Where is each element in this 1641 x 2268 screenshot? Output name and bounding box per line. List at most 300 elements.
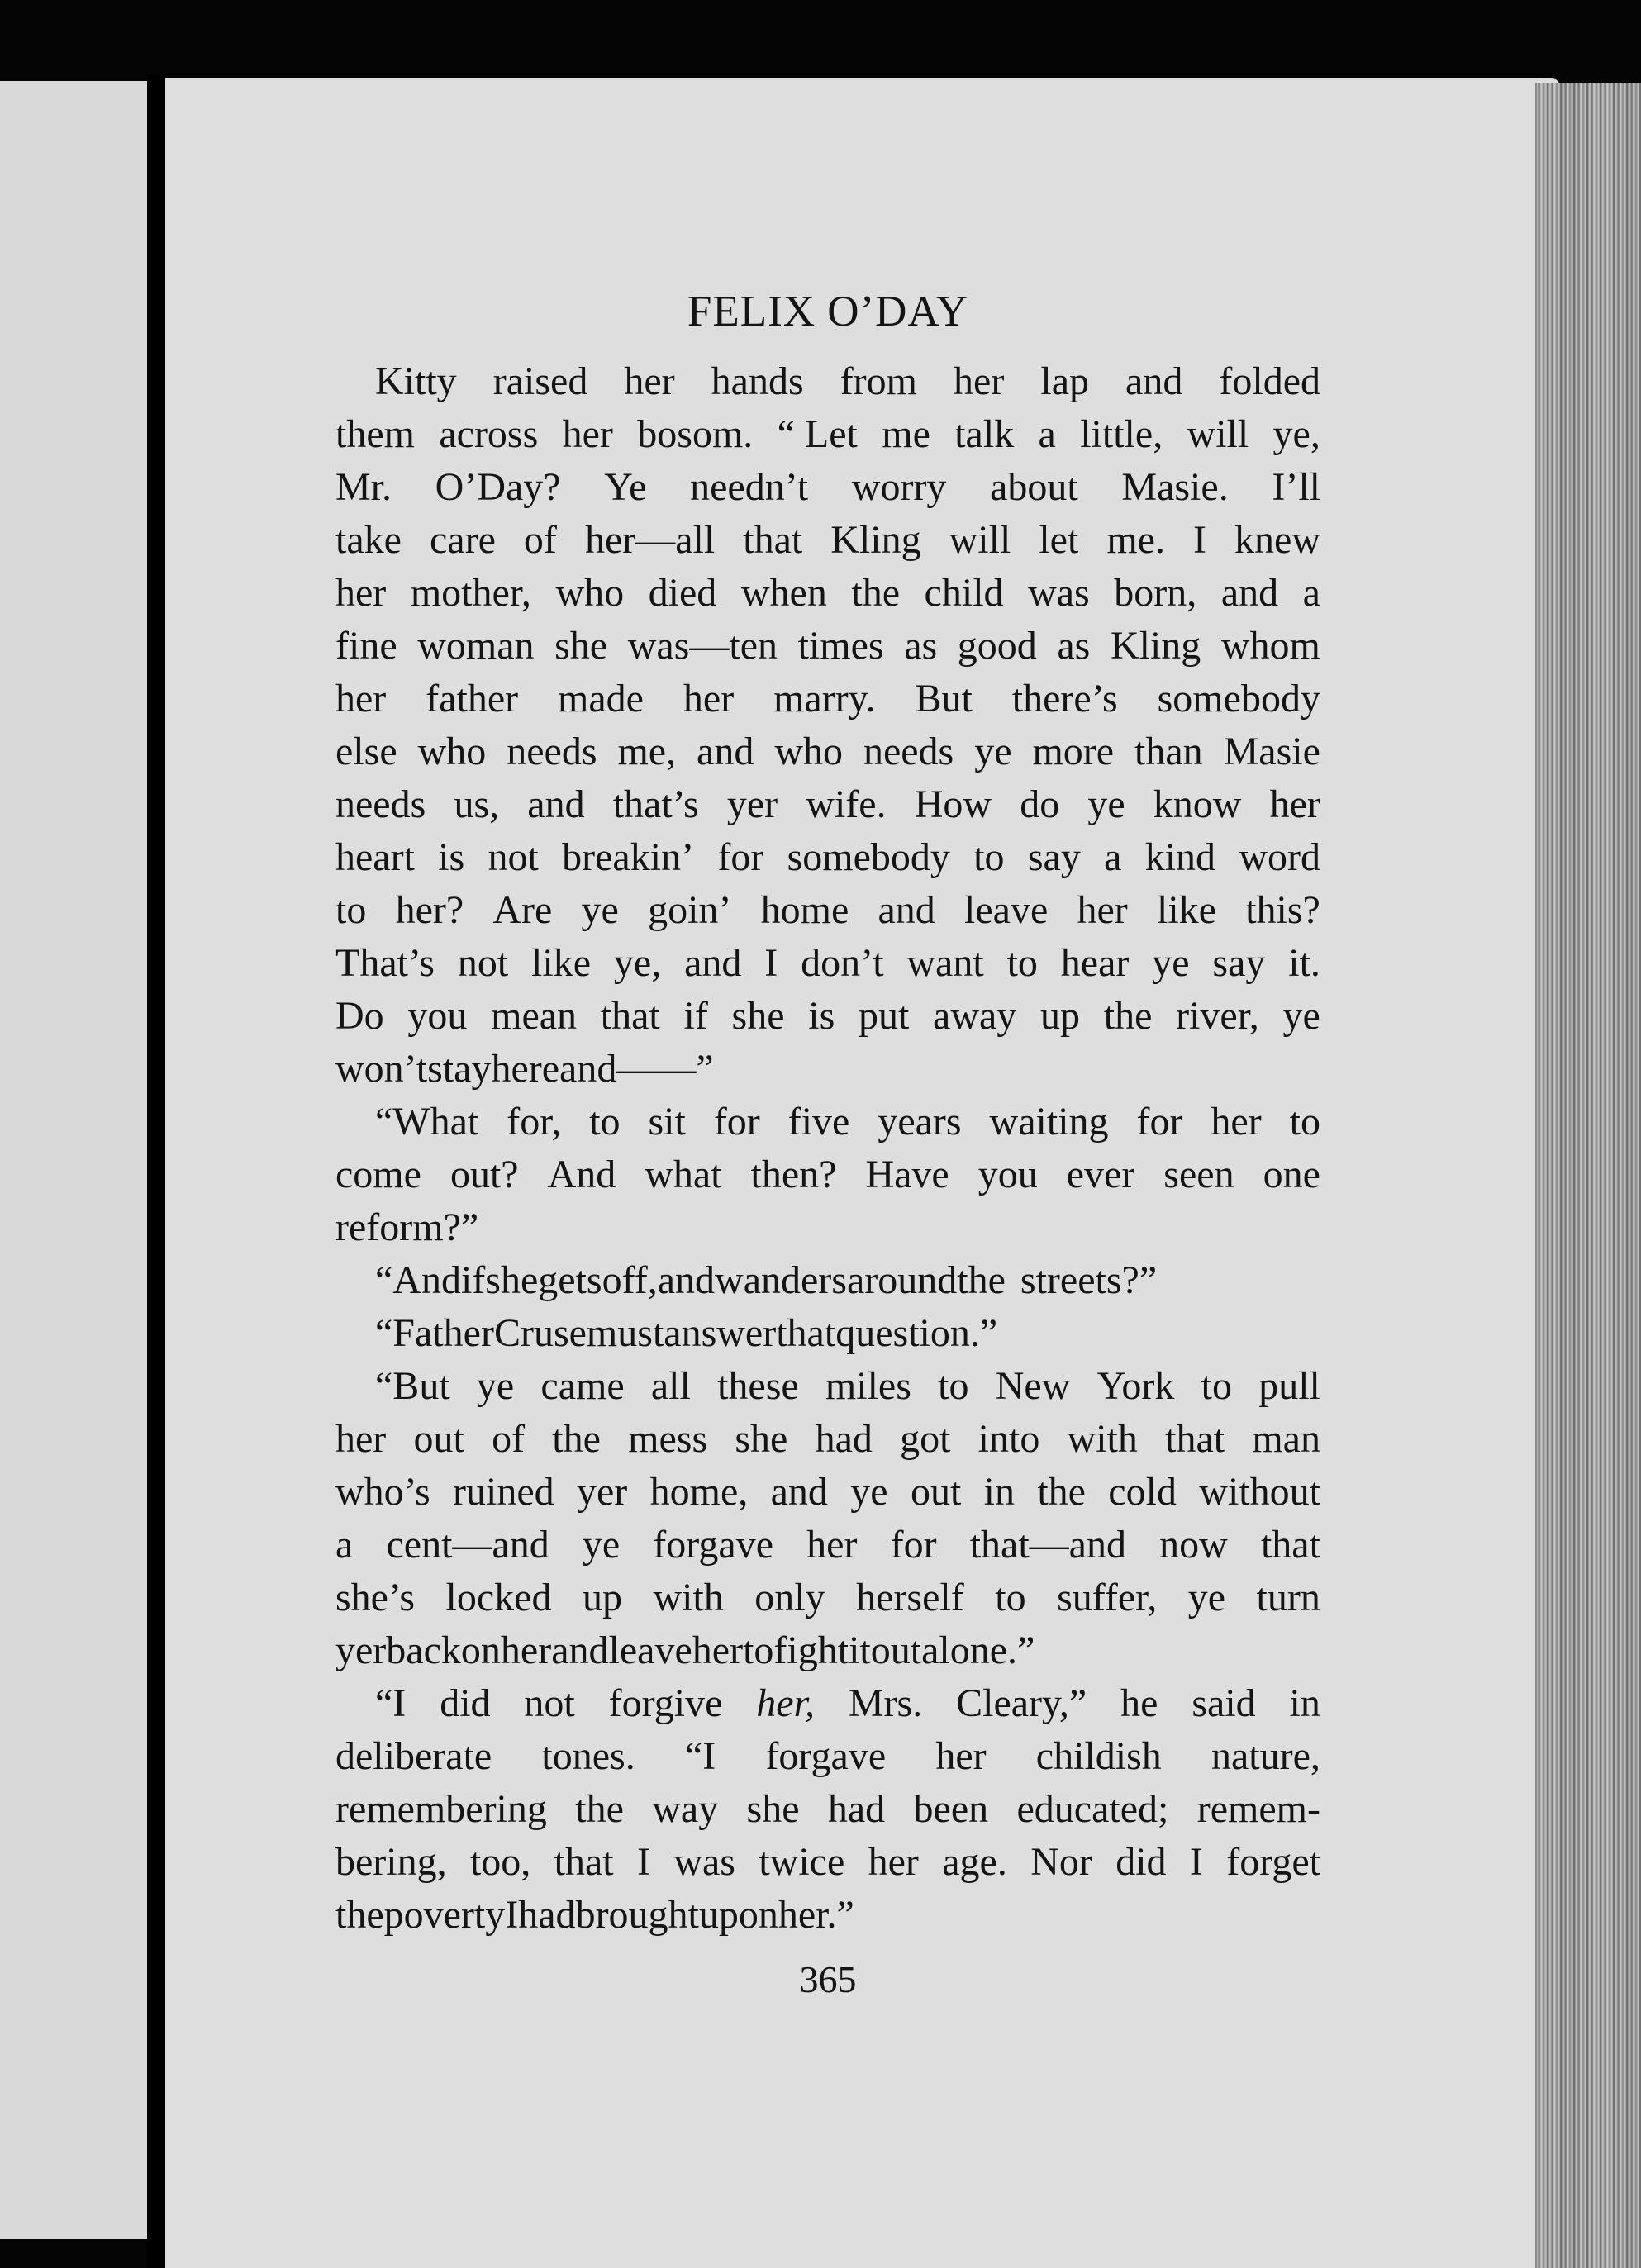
word: she bbox=[485, 1258, 539, 1302]
text-line bbox=[335, 567, 1320, 620]
word: waiting bbox=[989, 1100, 1109, 1144]
word: ye bbox=[1087, 782, 1125, 826]
word: now bbox=[1159, 1523, 1228, 1567]
word: Kitty bbox=[375, 359, 457, 403]
word: “But bbox=[375, 1364, 450, 1408]
word: is bbox=[808, 994, 835, 1038]
facing-page-edge bbox=[0, 81, 147, 2239]
word: forgave bbox=[765, 1734, 887, 1778]
word: ye bbox=[581, 888, 619, 932]
text-line bbox=[335, 884, 1320, 937]
word: who bbox=[417, 730, 487, 773]
body-text bbox=[335, 355, 1320, 1942]
word: cold bbox=[1108, 1470, 1177, 1514]
word: to bbox=[938, 1364, 969, 1408]
word: age. bbox=[942, 1840, 1007, 1884]
word: ye bbox=[1282, 994, 1320, 1038]
word: did bbox=[440, 1681, 491, 1725]
word: worry bbox=[851, 465, 947, 509]
word: forget bbox=[1226, 1840, 1320, 1884]
word: that—and bbox=[969, 1523, 1126, 1567]
paragraph bbox=[335, 355, 1320, 1096]
word: me. bbox=[1106, 518, 1165, 562]
word: York bbox=[1096, 1364, 1175, 1408]
paragraph bbox=[335, 1096, 1320, 1254]
word: upon bbox=[698, 1893, 778, 1937]
word: “What bbox=[375, 1100, 479, 1144]
text-line bbox=[335, 1096, 1320, 1148]
word: miles bbox=[825, 1364, 911, 1408]
word: her bbox=[335, 677, 387, 720]
word: and bbox=[1125, 359, 1183, 403]
word: that bbox=[600, 994, 660, 1038]
word: the bbox=[552, 1417, 601, 1461]
word: to bbox=[743, 1628, 774, 1672]
word: But bbox=[915, 677, 973, 720]
word: do bbox=[1020, 782, 1060, 826]
word: as bbox=[904, 624, 938, 668]
word: mess bbox=[628, 1417, 708, 1461]
word: not bbox=[488, 835, 539, 879]
word: out bbox=[413, 1417, 464, 1461]
word: her? bbox=[395, 888, 464, 932]
word: not bbox=[457, 941, 509, 985]
text-line bbox=[335, 620, 1320, 673]
text-line bbox=[335, 831, 1320, 884]
word: stay bbox=[427, 1047, 492, 1091]
text-line bbox=[335, 1783, 1320, 1836]
word: died bbox=[648, 571, 717, 615]
word: here bbox=[491, 1047, 560, 1091]
word: childish bbox=[1035, 1734, 1162, 1778]
page-number: 365 bbox=[799, 1958, 857, 2000]
word: remem- bbox=[1196, 1787, 1320, 1831]
word: a bbox=[1104, 835, 1122, 879]
word: out? bbox=[449, 1153, 519, 1196]
word: these bbox=[717, 1364, 799, 1408]
text-line bbox=[335, 673, 1320, 725]
word: her bbox=[868, 1840, 919, 1884]
word: forgave bbox=[653, 1523, 774, 1567]
word: bering, bbox=[335, 1840, 447, 1884]
word: said bbox=[1192, 1681, 1256, 1725]
word: somebody bbox=[787, 835, 950, 879]
word: woman bbox=[417, 624, 535, 668]
word: needs bbox=[507, 730, 597, 773]
word: for bbox=[890, 1523, 937, 1567]
word: care bbox=[429, 518, 496, 562]
word: father bbox=[426, 677, 519, 720]
word: was—ten bbox=[627, 624, 778, 668]
word: man bbox=[1252, 1417, 1320, 1461]
word: it. bbox=[1288, 941, 1320, 985]
word: the bbox=[1103, 994, 1153, 1038]
word: was bbox=[1028, 571, 1090, 615]
text-line bbox=[335, 1519, 1320, 1571]
word: like bbox=[531, 941, 592, 985]
word: needs bbox=[863, 730, 954, 773]
word: mother, bbox=[410, 571, 531, 615]
page-stack-edge bbox=[1537, 83, 1641, 2268]
word: her bbox=[562, 412, 613, 456]
word: home bbox=[760, 888, 849, 932]
text-line bbox=[335, 355, 1320, 408]
word: yer bbox=[577, 1470, 628, 1514]
word: who’s bbox=[335, 1470, 430, 1514]
word: he bbox=[1120, 1681, 1158, 1725]
word: I bbox=[636, 1840, 650, 1884]
word: ye, bbox=[613, 941, 662, 985]
word: “And bbox=[375, 1258, 461, 1302]
word: hands bbox=[711, 359, 804, 403]
paragraph bbox=[335, 1360, 1320, 1677]
word: if bbox=[460, 1258, 486, 1302]
word: born, bbox=[1114, 571, 1197, 615]
word: wife. bbox=[806, 782, 887, 826]
word: her bbox=[692, 1628, 744, 1672]
word: let bbox=[1039, 518, 1079, 562]
word: cent—and bbox=[386, 1523, 549, 1567]
word: Mrs. bbox=[848, 1681, 923, 1725]
word: who bbox=[774, 730, 843, 773]
word: that bbox=[554, 1840, 614, 1884]
word: Kling bbox=[830, 518, 921, 562]
word: times bbox=[797, 624, 884, 668]
word: her bbox=[335, 1417, 387, 1461]
word: away bbox=[933, 994, 1017, 1038]
word: had bbox=[815, 1417, 873, 1461]
word: did bbox=[1115, 1840, 1167, 1884]
word: and bbox=[684, 941, 742, 985]
word: to bbox=[589, 1100, 621, 1144]
word: that’s bbox=[612, 782, 699, 826]
word: Cruse bbox=[493, 1311, 587, 1355]
word: then? bbox=[750, 1153, 837, 1196]
word: “Father bbox=[375, 1311, 494, 1355]
word: had bbox=[827, 1787, 886, 1831]
word: pull bbox=[1258, 1364, 1320, 1408]
word: alone.” bbox=[921, 1628, 1035, 1672]
word: and bbox=[697, 730, 754, 773]
word: her bbox=[1077, 888, 1128, 932]
word: talk bbox=[954, 412, 1015, 456]
paragraph bbox=[335, 1677, 1320, 1942]
word: come bbox=[335, 1153, 421, 1196]
word: marry. bbox=[773, 677, 876, 720]
word: New bbox=[995, 1364, 1071, 1408]
word: there’s bbox=[1011, 677, 1118, 720]
word: the bbox=[851, 571, 900, 615]
word: ever bbox=[1066, 1153, 1135, 1196]
word: her bbox=[1211, 1100, 1262, 1144]
text-line bbox=[335, 1043, 1320, 1096]
word: a bbox=[1038, 412, 1056, 456]
word: ye bbox=[582, 1523, 621, 1567]
word: to bbox=[973, 835, 1005, 879]
word: bosom. bbox=[637, 412, 754, 456]
text-line bbox=[335, 514, 1320, 567]
word: brought bbox=[575, 1893, 699, 1937]
word: take bbox=[335, 518, 402, 562]
word: That’s bbox=[335, 941, 435, 985]
word: say bbox=[1212, 941, 1266, 985]
word: too, bbox=[469, 1840, 531, 1884]
text-line bbox=[335, 1624, 1320, 1677]
word: her bbox=[500, 1628, 552, 1672]
word: what bbox=[645, 1153, 722, 1196]
word: ye bbox=[1187, 1576, 1226, 1619]
word: river, bbox=[1176, 994, 1259, 1038]
word: not bbox=[524, 1681, 575, 1725]
word: way bbox=[652, 1787, 719, 1831]
word: and bbox=[1220, 571, 1279, 615]
text-line bbox=[335, 1466, 1320, 1519]
word: educated; bbox=[1016, 1787, 1169, 1831]
word: the bbox=[1037, 1470, 1086, 1514]
word: only bbox=[754, 1576, 825, 1619]
word: Nor bbox=[1030, 1840, 1092, 1884]
word: she bbox=[735, 1417, 788, 1461]
word: somebody bbox=[1157, 677, 1320, 720]
word: remembering bbox=[335, 1787, 547, 1831]
text-line bbox=[335, 1677, 1320, 1730]
word: that bbox=[776, 1311, 836, 1355]
text-line bbox=[335, 937, 1320, 990]
word: word bbox=[1239, 835, 1320, 879]
word: herself bbox=[856, 1576, 964, 1619]
word: kind bbox=[1144, 835, 1216, 879]
word: Are bbox=[492, 888, 553, 932]
book-gutter bbox=[147, 74, 165, 2268]
word: all bbox=[650, 1364, 691, 1408]
word: I bbox=[1193, 518, 1206, 562]
text-line bbox=[335, 1889, 1320, 1942]
word: fine bbox=[335, 624, 397, 668]
word: I bbox=[764, 941, 778, 985]
word: in bbox=[1289, 1681, 1320, 1725]
word: ye bbox=[1152, 941, 1190, 985]
word: into bbox=[977, 1417, 1040, 1461]
word: O’Day? bbox=[435, 465, 561, 509]
running-head: FELIX O’DAY bbox=[687, 288, 969, 335]
word: the bbox=[575, 1787, 624, 1831]
word: needn’t bbox=[690, 465, 809, 509]
word: twice bbox=[759, 1840, 845, 1884]
word: with bbox=[653, 1576, 724, 1619]
text-line bbox=[335, 1730, 1320, 1783]
text-line bbox=[335, 408, 1320, 461]
word: sit bbox=[648, 1100, 686, 1144]
word: off, bbox=[602, 1258, 658, 1302]
word: Cleary,” bbox=[956, 1681, 1087, 1725]
text-line bbox=[335, 1360, 1320, 1413]
word: for bbox=[1136, 1100, 1183, 1144]
word: of bbox=[523, 518, 557, 562]
text-line bbox=[335, 990, 1320, 1043]
word: me, bbox=[617, 730, 677, 773]
text-line bbox=[335, 778, 1320, 831]
word: her bbox=[806, 1523, 858, 1567]
word: “ Let bbox=[777, 412, 858, 456]
word: answer bbox=[664, 1311, 777, 1355]
word: yer bbox=[726, 782, 778, 826]
text-line bbox=[335, 1148, 1320, 1201]
word: little, bbox=[1080, 412, 1163, 456]
word: you bbox=[977, 1153, 1038, 1196]
word: from bbox=[840, 359, 917, 403]
word: she’s bbox=[335, 1576, 415, 1619]
word: for bbox=[713, 1100, 760, 1144]
word: folded bbox=[1219, 359, 1320, 403]
word: had bbox=[518, 1893, 576, 1937]
text-line bbox=[335, 1307, 1320, 1360]
word: back bbox=[386, 1628, 461, 1672]
word: and bbox=[878, 888, 935, 932]
word: years bbox=[878, 1100, 962, 1144]
text-line bbox=[335, 1413, 1320, 1466]
word: to bbox=[1006, 941, 1038, 985]
word: child bbox=[924, 571, 1004, 615]
word: one bbox=[1263, 1153, 1320, 1196]
text-line bbox=[335, 1201, 1320, 1254]
word: about bbox=[990, 465, 1078, 509]
word: yer bbox=[335, 1628, 387, 1672]
word: if bbox=[683, 994, 708, 1038]
word: wanders bbox=[715, 1258, 847, 1302]
word: raised bbox=[492, 359, 588, 403]
word: me bbox=[882, 412, 930, 456]
word: tones. bbox=[541, 1734, 635, 1778]
word: lap bbox=[1040, 359, 1089, 403]
word: for, bbox=[507, 1100, 562, 1144]
word: she bbox=[746, 1787, 800, 1831]
word: forgive bbox=[608, 1681, 723, 1725]
word: breakin’ bbox=[562, 835, 695, 879]
word: that bbox=[1165, 1417, 1225, 1461]
word: put bbox=[858, 994, 910, 1038]
word: like bbox=[1157, 888, 1216, 932]
word: out bbox=[870, 1628, 922, 1672]
word: you bbox=[407, 994, 468, 1038]
word: across bbox=[439, 412, 539, 456]
word: came bbox=[540, 1364, 625, 1408]
word: around bbox=[846, 1258, 958, 1302]
word: How bbox=[914, 782, 992, 826]
word: them bbox=[335, 412, 415, 456]
word: than bbox=[1134, 730, 1203, 773]
word: Have bbox=[865, 1153, 949, 1196]
word: whom bbox=[1220, 624, 1320, 668]
paragraph bbox=[335, 1254, 1320, 1307]
word: Masie bbox=[1223, 730, 1320, 773]
word: I’ll bbox=[1272, 465, 1320, 509]
word: And bbox=[547, 1153, 616, 1196]
word: good bbox=[957, 624, 1037, 668]
word: and——” bbox=[559, 1047, 714, 1091]
word: “I bbox=[684, 1734, 716, 1778]
word: Kling bbox=[1110, 624, 1201, 668]
word: her bbox=[1269, 782, 1320, 826]
word: a bbox=[1302, 571, 1320, 615]
word: else bbox=[335, 730, 397, 773]
word: ye, bbox=[1272, 412, 1320, 456]
word: her, bbox=[756, 1681, 815, 1725]
word: locked bbox=[445, 1576, 552, 1619]
word: got bbox=[900, 1417, 951, 1461]
word: leave bbox=[964, 888, 1049, 932]
word: her—all bbox=[584, 518, 716, 562]
word: she bbox=[731, 994, 785, 1038]
word: ye bbox=[974, 730, 1012, 773]
word: must bbox=[586, 1311, 664, 1355]
text-line bbox=[335, 461, 1320, 514]
word: heart bbox=[335, 835, 415, 879]
word: her bbox=[683, 677, 735, 720]
word: of bbox=[492, 1417, 526, 1461]
word: her bbox=[624, 359, 675, 403]
word: been bbox=[913, 1787, 989, 1831]
word: and bbox=[657, 1258, 716, 1302]
word: and bbox=[527, 782, 585, 826]
word: up bbox=[582, 1576, 622, 1619]
word: say bbox=[1027, 835, 1081, 879]
word: was bbox=[673, 1840, 735, 1884]
word: “I bbox=[375, 1681, 407, 1725]
word: for bbox=[717, 835, 764, 879]
word: that bbox=[1260, 1523, 1320, 1567]
word: nature, bbox=[1211, 1734, 1320, 1778]
word: I bbox=[505, 1893, 519, 1937]
word: us, bbox=[454, 782, 500, 826]
word: leave bbox=[608, 1628, 692, 1672]
word: turn bbox=[1256, 1576, 1320, 1619]
word: more bbox=[1032, 730, 1115, 773]
text-line bbox=[335, 1836, 1320, 1889]
word: will bbox=[1187, 412, 1249, 456]
word: mean bbox=[491, 994, 578, 1038]
word: is bbox=[438, 835, 465, 879]
word: her bbox=[335, 571, 387, 615]
word: that bbox=[743, 518, 803, 562]
word: she bbox=[554, 624, 608, 668]
word: needs bbox=[335, 782, 426, 826]
word: to bbox=[335, 888, 367, 932]
word: it bbox=[849, 1628, 871, 1672]
word: without bbox=[1199, 1470, 1320, 1514]
word: to bbox=[1289, 1100, 1320, 1144]
word: this? bbox=[1245, 888, 1320, 932]
word: up bbox=[1040, 994, 1081, 1038]
word: on bbox=[460, 1628, 501, 1672]
word: deliberate bbox=[335, 1734, 492, 1778]
word: made bbox=[558, 677, 644, 720]
word: home, bbox=[649, 1470, 749, 1514]
word: suffer, bbox=[1057, 1576, 1158, 1619]
word: in bbox=[983, 1470, 1015, 1514]
word: poverty bbox=[383, 1893, 506, 1937]
word: goin’ bbox=[648, 888, 732, 932]
word: I bbox=[1189, 1840, 1203, 1884]
word: hear bbox=[1060, 941, 1130, 985]
word: seen bbox=[1163, 1153, 1234, 1196]
word: want bbox=[906, 941, 984, 985]
word: and bbox=[770, 1470, 828, 1514]
word: out bbox=[910, 1470, 962, 1514]
word: to bbox=[995, 1576, 1026, 1619]
word: reform?” bbox=[335, 1205, 479, 1249]
word: the streets?” bbox=[957, 1258, 1158, 1302]
text-line bbox=[335, 725, 1320, 778]
